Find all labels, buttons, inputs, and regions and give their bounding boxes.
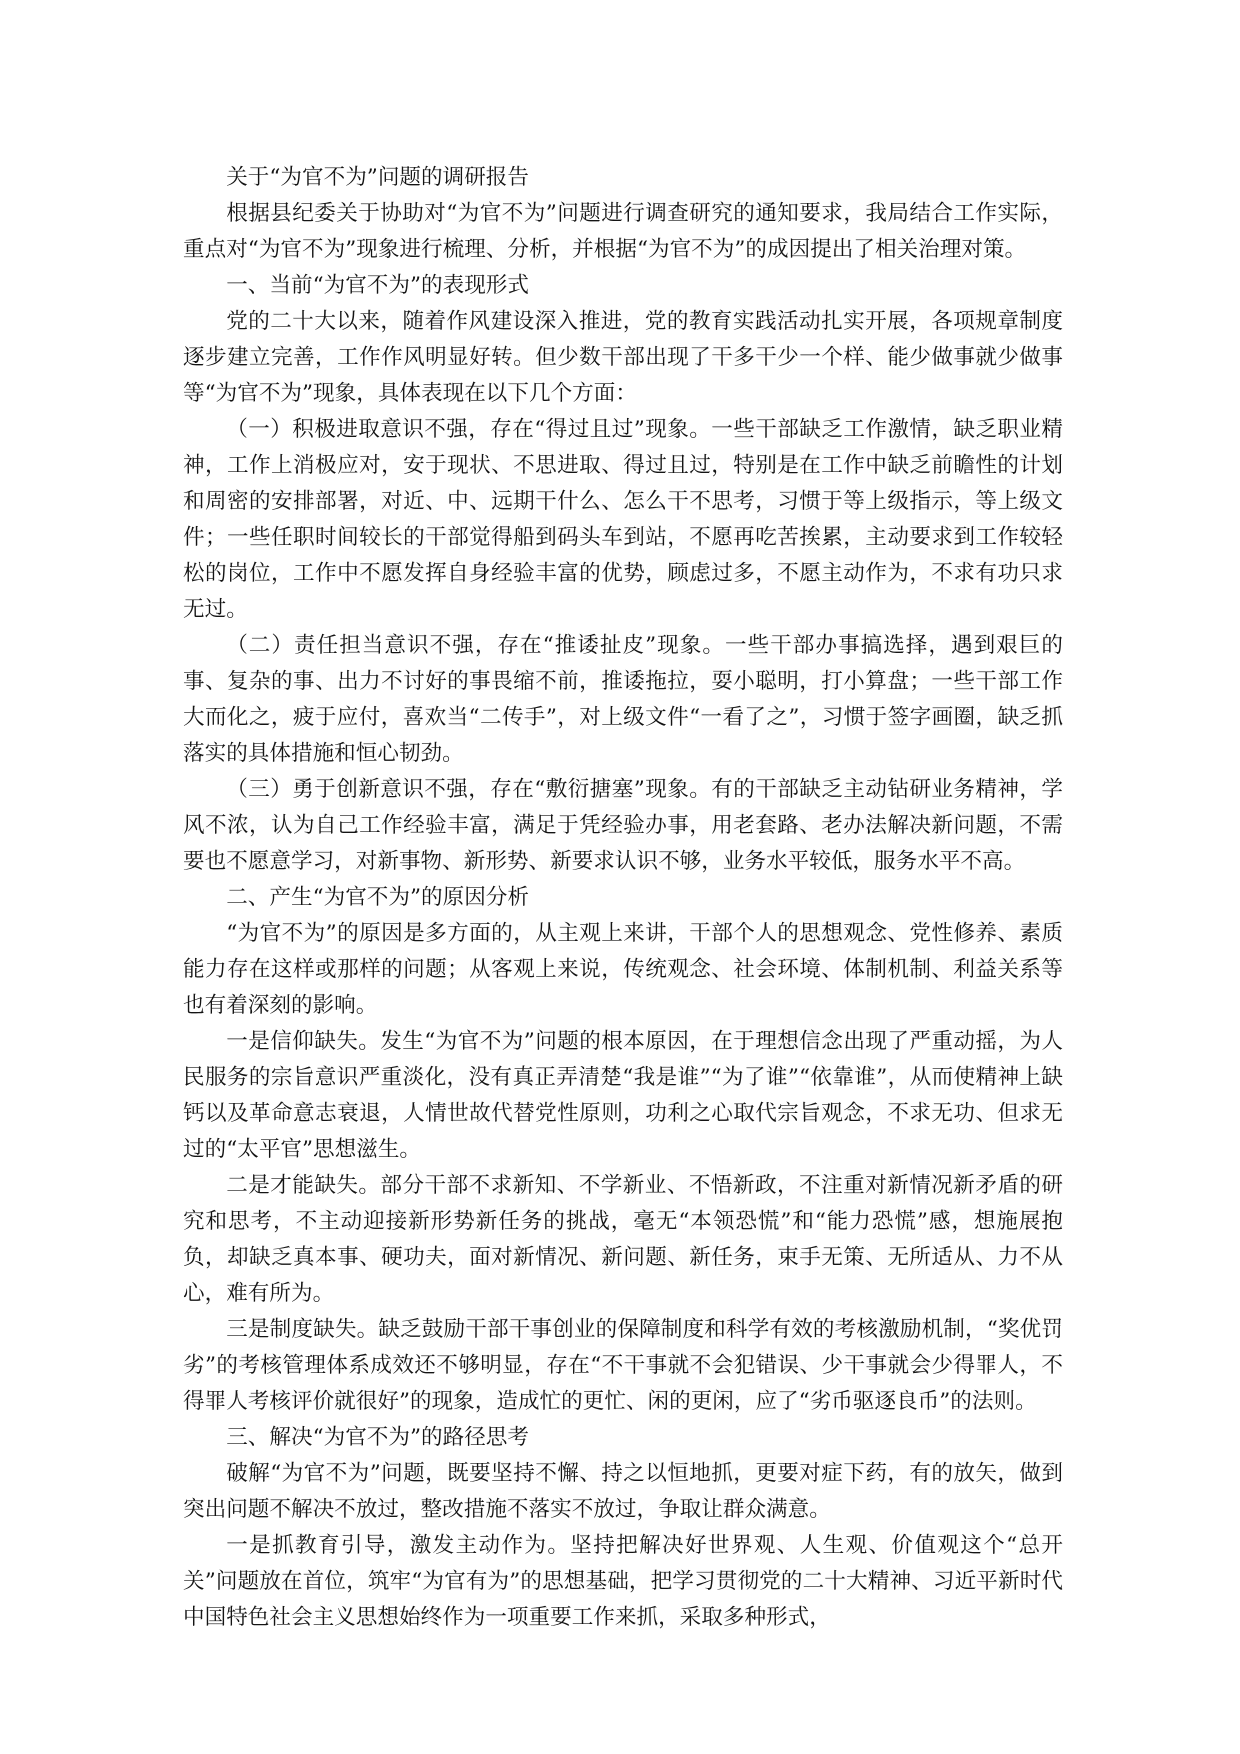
section-1-lead: 党的二十大以来，随着作风建设深入推进，党的教育实践活动扎实开展，各项规章制度逐步建立完善，工作作风明显好转。但少数干部出现了干多干少一个样、能少做事就少做事等“为官不为”现象，具体表现在以下几个方面：	[183, 309, 1063, 406]
section-3-item-1: 一是抓教育引导，激发主动作为。坚持把解决好世界观、人生观、价值观这个“总开关”问题放在首位，筑牢“为官有为”的思想基础，把学习贯彻党的二十大精神、习近平新时代中国特色社会主义思想始终作为一项重要工作来抓，采取多种形式，	[183, 1533, 1063, 1630]
intro-paragraph: 根据县纪委关于协助对“为官不为”问题进行调查研究的通知要求，我局结合工作实际，重点对“为官不为”现象进行梳理、分析，并根据“为官不为”的成因提出了相关治理对策。	[183, 201, 1063, 262]
section-2-heading: 二、产生“为官不为”的原因分析	[226, 885, 529, 910]
section-1-heading: 一、当前“为官不为”的表现形式	[226, 273, 529, 298]
section-2-item-2: 二是才能缺失。部分干部不求新知、不学新业、不悟新政，不注重对新情况新矛盾的研究和思考，不主动迎接新形势新任务的挑战，毫无“本领恐慌”和“能力恐慌”感，想施展抱负，却缺乏真本事、硬功夫，面对新情况、新问题、新任务，束手无策、无所适从、力不从心，难有所为。	[183, 1173, 1063, 1306]
section-1-item-1: （一）积极进取意识不强，存在“得过且过”现象。一些干部缺乏工作激情，缺乏职业精神，工作上消极应对，安于现状、不思进取、得过且过，特别是在工作中缺乏前瞻性的计划和周密的安排部署，对近、中、远期干什么、怎么干不思考，习惯于等上级指示，等上级文件；一些任职时间较长的干部觉得船到码头车到站，不愿再吃苦挨累，主动要求到工作较轻松的岗位，工作中不愿发挥自身经验丰富的优势，顾虑过多，不愿主动作为，不求有功只求无过。	[183, 417, 1063, 622]
document-body	[183, 160, 1063, 1636]
section-1-item-2: （二）责任担当意识不强，存在“推诿扯皮”现象。一些干部办事搞选择，遇到艰巨的事、复杂的事、出力不讨好的事畏缩不前，推诿拖拉，耍小聪明，打小算盘；一些干部工作大而化之，疲于应付，喜欢当“二传手”，对上级文件“一看了之”，习惯于签字画圈，缺乏抓落实的具体措施和恒心韧劲。	[183, 633, 1063, 766]
section-2-item-1: 一是信仰缺失。发生“为官不为”问题的根本原因，在于理想信念出现了严重动摇，为人民服务的宗旨意识严重淡化，没有真正弄清楚“我是谁”“为了谁”“依靠谁”，从而使精神上缺钙以及革命意志衰退，人情世故代替党性原则，功利之心取代宗旨观念，不求无功、但求无过的“太平官”思想滋生。	[183, 1029, 1063, 1162]
section-3-lead: 破解“为官不为”问题，既要坚持不懈、持之以恒地抓，更要对症下药，有的放矢，做到突出问题不解决不放过，整改措施不落实不放过，争取让群众满意。	[183, 1461, 1063, 1522]
section-3-heading: 三、解决“为官不为”的路径思考	[226, 1425, 529, 1450]
document-title: 关于“为官不为”问题的调研报告	[226, 165, 529, 190]
section-2-item-3: 三是制度缺失。缺乏鼓励干部干事创业的保障制度和科学有效的考核激励机制，“奖优罚劣”的考核管理体系成效还不够明显，存在“不干事就不会犯错误、少干事就会少得罪人，不得罪人考核评价就很好”的现象，造成忙的更忙、闲的更闲，应了“劣币驱逐良币”的法则。	[183, 1317, 1063, 1414]
section-1-item-3: （三）勇于创新意识不强，存在“敷衍搪塞”现象。有的干部缺乏主动钻研业务精神，学风不浓，认为自己工作经验丰富，满足于凭经验办事，用老套路、老办法解决新问题，不需要也不愿意学习，对新事物、新形势、新要求认识不够，业务水平较低，服务水平不高。	[183, 777, 1063, 874]
section-2-lead: “为官不为”的原因是多方面的，从主观上来讲，干部个人的思想观念、党性修养、素质能力存在这样或那样的问题；从客观上来说，传统观念、社会环境、体制机制、利益关系等也有着深刻的影响。	[183, 921, 1063, 1018]
